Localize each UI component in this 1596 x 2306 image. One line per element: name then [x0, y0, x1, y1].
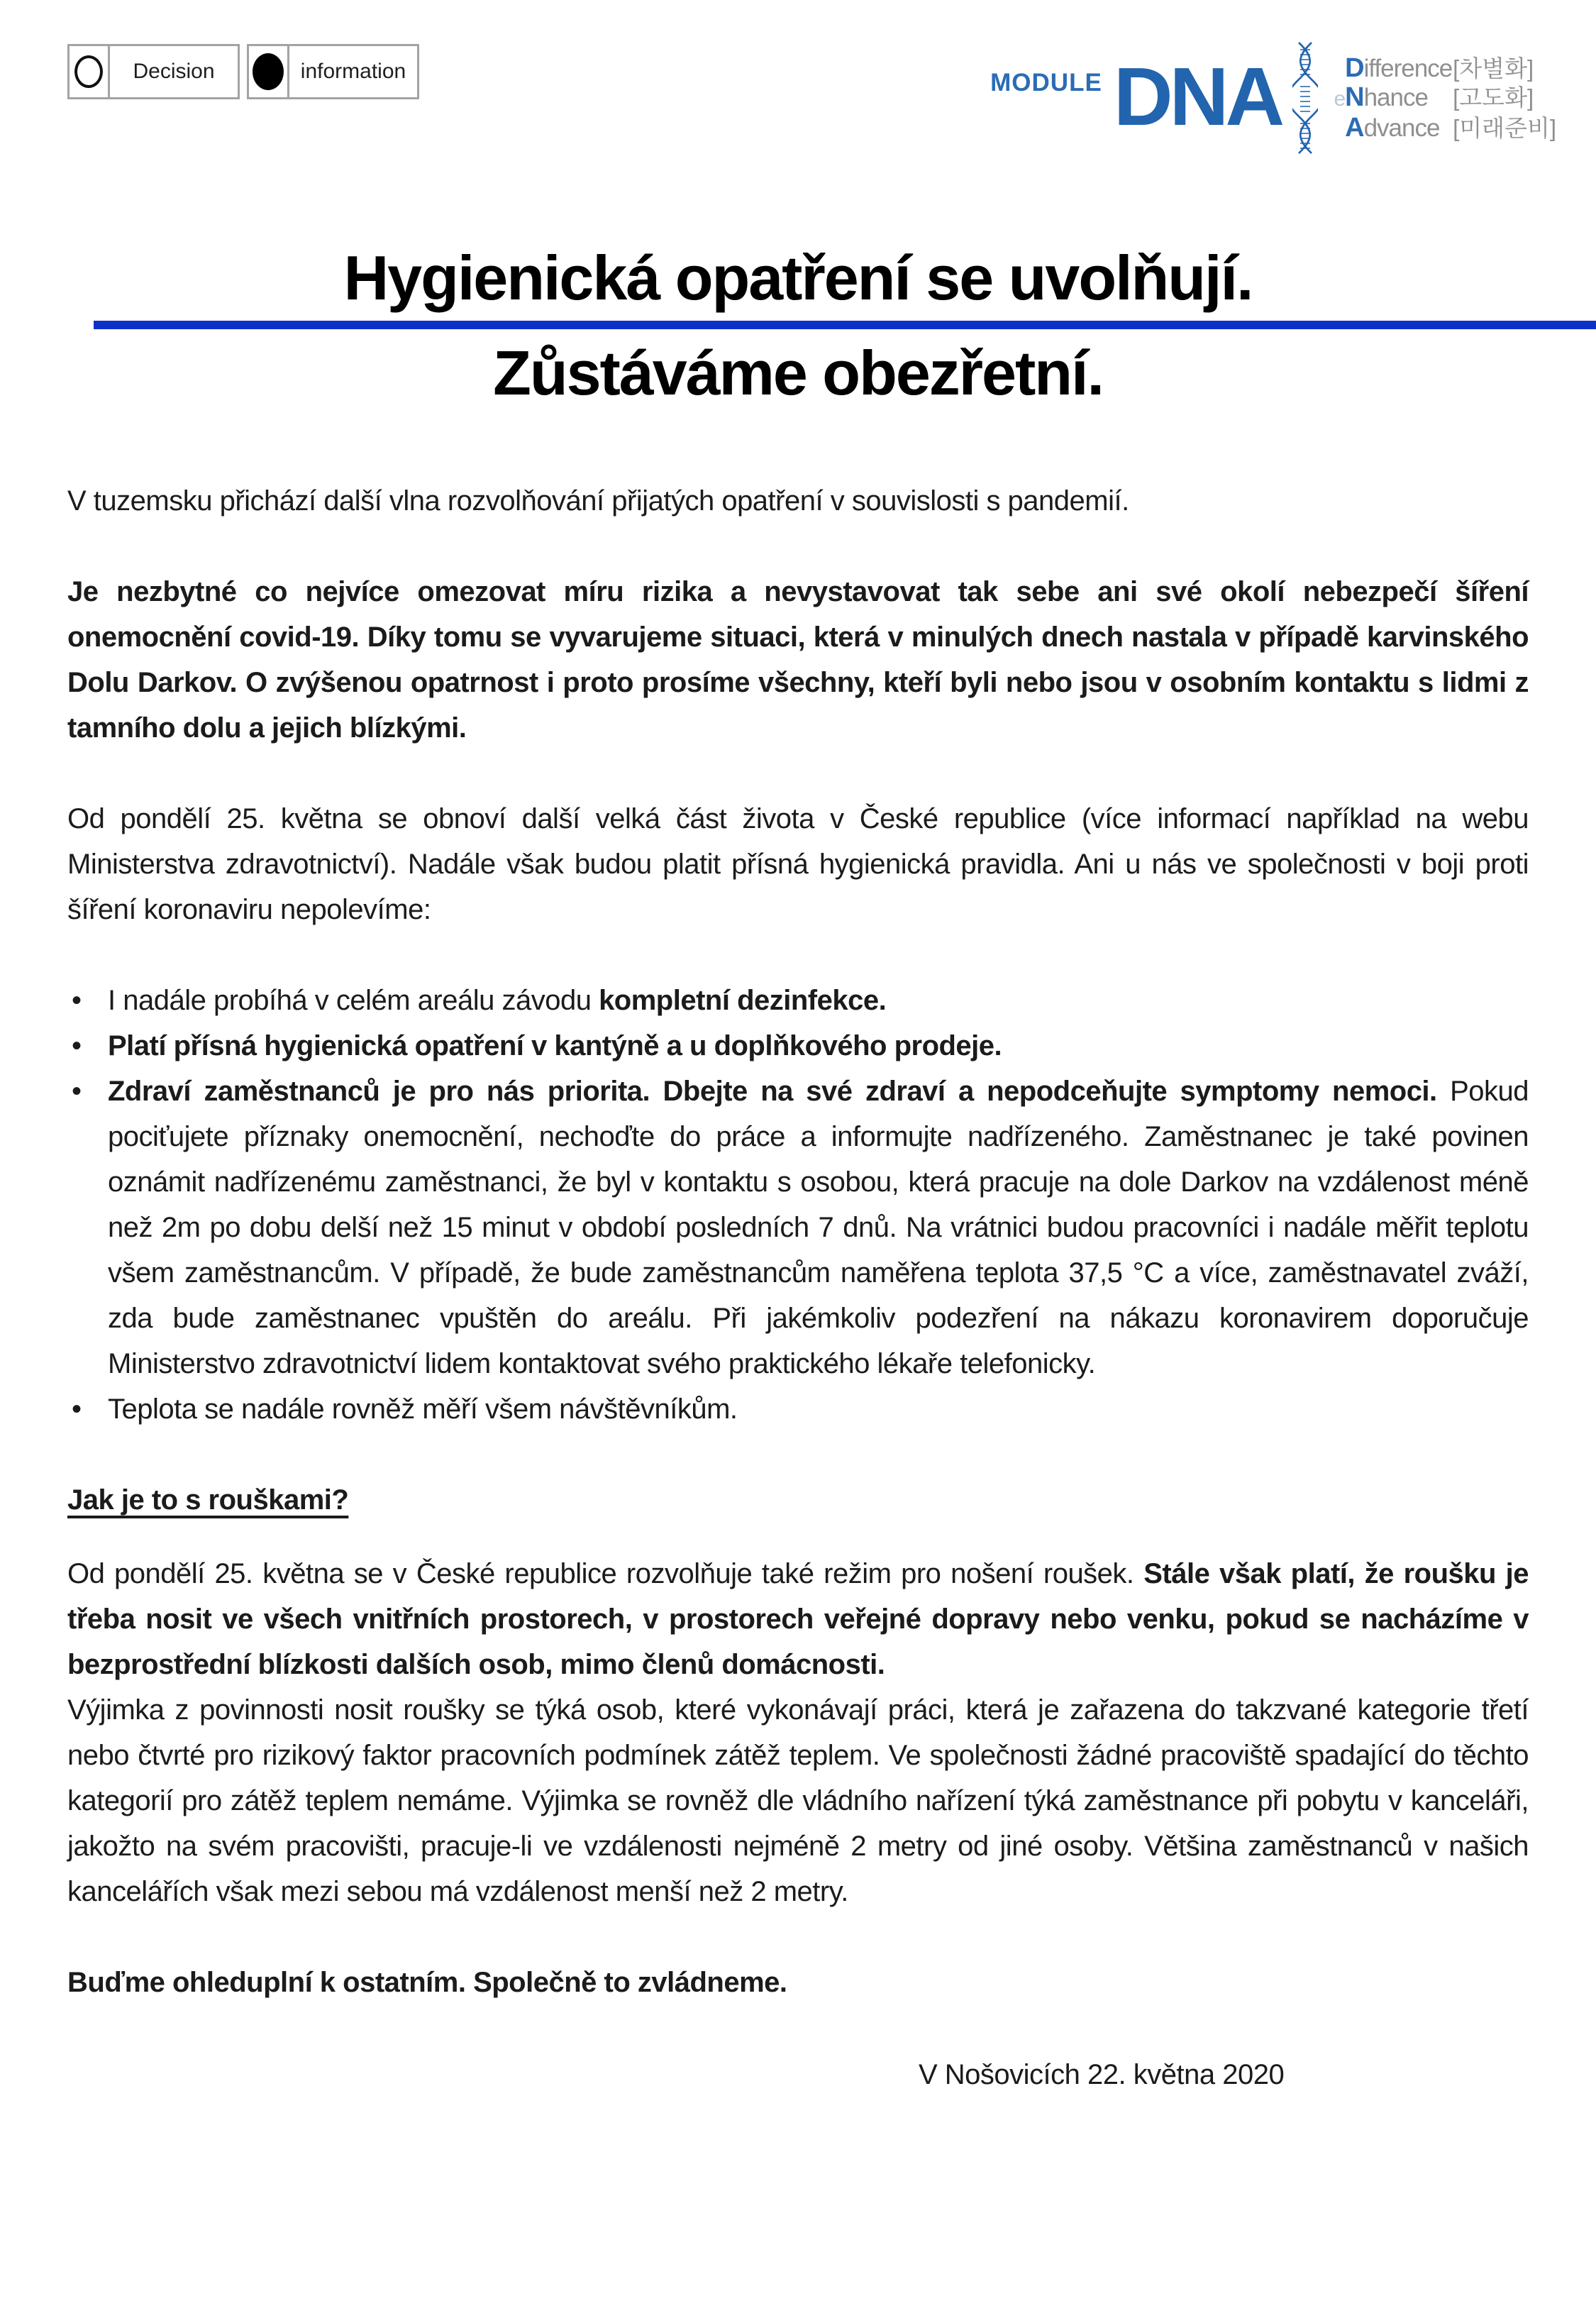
type-option-information[interactable]	[247, 44, 419, 99]
title-line-1: Hygienická opatření se uvolňují.	[343, 243, 1253, 313]
tagline-row-enhance	[1328, 83, 1556, 114]
logo-tagline	[1328, 54, 1556, 143]
masks-text-bold: Stále však platí, že roušku je třeba nosit ve všech vnitřních prostorech, v prostorech veřejné dopravy nebo venku, pokud se nacházíme v bezprostřední blízkosti dalších osob, mimo členů domácnosti.	[67, 1558, 1529, 1680]
bullet-text: Teplota se nadále rovněž měří všem návštěvníkům.	[108, 1394, 738, 1425]
document-body	[0, 478, 1596, 2097]
tagline-lead-letter: A	[1345, 112, 1364, 143]
bullet-marker: •	[72, 985, 82, 1016]
dateline: V Nošovicích 22. května 2020	[919, 2059, 1285, 2090]
decision-radio-cell[interactable]	[70, 46, 110, 97]
document-title	[0, 241, 1596, 410]
tagline-row-difference	[1328, 54, 1556, 83]
tagline-word-rest: dvance	[1363, 114, 1440, 142]
logo-dna-text: DNA	[1113, 50, 1282, 143]
closing-line: Buďme ohleduplní k ostatním. Společně to zvládneme.	[67, 1967, 787, 1998]
tagline-lead-letter: N	[1345, 82, 1364, 112]
tagline-pre-letter: e	[1334, 87, 1346, 111]
list-item-visitors	[67, 1386, 1529, 1432]
module-dna-logo	[990, 37, 1556, 159]
bullet-marker: •	[72, 1076, 82, 1107]
masks-paragraph-1	[67, 1551, 1529, 1687]
tagline-korean: [고도화]	[1453, 84, 1534, 111]
reopening-paragraph: Od pondělí 25. května se obnoví další velká část života v České republice (více informací například na webu Ministerstva zdravotnictví). Nadále však budou platit přísná hygienická pravidla. Ani u nás ve společnosti v boji proti šíření koronaviru nepolevíme:	[67, 803, 1529, 925]
dna-helix-icon	[1292, 37, 1318, 159]
masks-section-heading: Jak je to s rouškami?	[67, 1484, 349, 1516]
document-header	[0, 0, 1596, 163]
bullet-text-bold: Platí přísná hygienická opatření v kantýně a u doplňkového prodeje.	[108, 1030, 1002, 1061]
bullet-text-bold: kompletní dezinfekce.	[599, 985, 887, 1016]
information-radio-cell[interactable]	[249, 46, 289, 97]
tagline-korean: [차별화]	[1453, 55, 1534, 82]
bullet-text: Pokud pociťujete příznaky onemocnění, nechoďte do práce a informujte nadřízeného. Zaměstnanec je také povinen oznámit nadřízenému zaměstnanci, že byl v kontaktu s osobou, která pracuje na dole Darkov na vzdálenost méně než 2m po dobu delší než 15 minut v období posledních 7 dnů. Na vrátnici budou pracovníci i nadále měřit teplotu všem zaměstnancům. V případě, že bude zaměstnancům naměřena teplota 37,5 °C a více, zaměstnavatel zváží, zda bude zaměstnanec vpuštěn do areálu. Při jakémkoliv podezření na nákazu koronavirem doporučuje Ministerstvo zdravotnictví lidem kontaktovat svého praktického lékaře telefonicky.	[108, 1076, 1529, 1379]
tagline-word-rest: ifference	[1363, 54, 1453, 82]
radio-unselected-icon[interactable]	[74, 55, 103, 88]
bullet-text-bold: Zdraví zaměstnanců je pro nás priorita. Dbejte na své zdraví a nepodceňujte symptomy nemoci.	[108, 1076, 1437, 1107]
masks-paragraph-2: Výjimka z povinnosti nosit roušky se týká osob, které vykonávají práci, která je zařazena do takzvané kategorie třetí nebo čtvrté pro rizikový faktor pracovních podmínek zátěž teplem. Ve společnosti žádné pracoviště spadající do těchto kategorií pro zátěž teplem nemáme. Výjimka se rovněž dle vládního nařízení týká zaměstnance při pobytu v kanceláři, jakožto na svém pracovišti, pracuje-li ve vzdálenosti nejméně 2 metry od jiné osoby. Většina zaměstnanců v našich kancelářích však mezi sebou má vzdálenost menší než 2 metry.	[67, 1694, 1529, 1907]
bullet-marker: •	[72, 1030, 82, 1061]
list-item-disinfection	[67, 978, 1529, 1023]
tagline-korean: [미래준비]	[1453, 114, 1556, 141]
doc-type-selector	[67, 44, 419, 99]
tagline-row-advance	[1328, 114, 1556, 143]
logo-module-text: MODULE	[990, 69, 1102, 96]
tagline-word-rest: hance	[1363, 83, 1428, 111]
title-line-2: Zůstáváme obezřetní.	[493, 338, 1103, 408]
risk-warning-paragraph: Je nezbytné co nejvíce omezovat míru rizika a nevystavovat tak sebe ani své okolí nebezpečí šíření onemocnění covid-19. Díky tomu se vyvarujeme situaci, která v minulých dnech nastala v případě karvinského Dolu Darkov. O zvýšenou opatrnost i proto prosíme všechny, kteří byli nebo jsou v osobním kontaktu s lidmi z tamního dolu a jejich blízkými.	[67, 576, 1529, 744]
masks-text: Od pondělí 25. května se v České republice rozvolňuje také režim pro nošení roušek.	[67, 1558, 1144, 1589]
intro-paragraph: V tuzemsku přichází další vlna rozvolňování přijatých opatření v souvislosti s pandemií.	[67, 485, 1129, 517]
type-option-decision[interactable]	[67, 44, 240, 99]
bullet-marker: •	[72, 1394, 82, 1425]
bullet-text: I nadále probíhá v celém areálu závodu	[108, 985, 599, 1016]
radio-selected-icon[interactable]	[253, 53, 284, 90]
list-item-canteen	[67, 1023, 1529, 1069]
list-item-health	[67, 1069, 1529, 1386]
tagline-lead-letter: D	[1345, 53, 1364, 83]
type-option-information-label: information	[300, 60, 406, 83]
measures-list	[67, 978, 1529, 1432]
title-divider-rule	[94, 321, 1596, 329]
type-option-decision-label: Decision	[133, 60, 215, 83]
